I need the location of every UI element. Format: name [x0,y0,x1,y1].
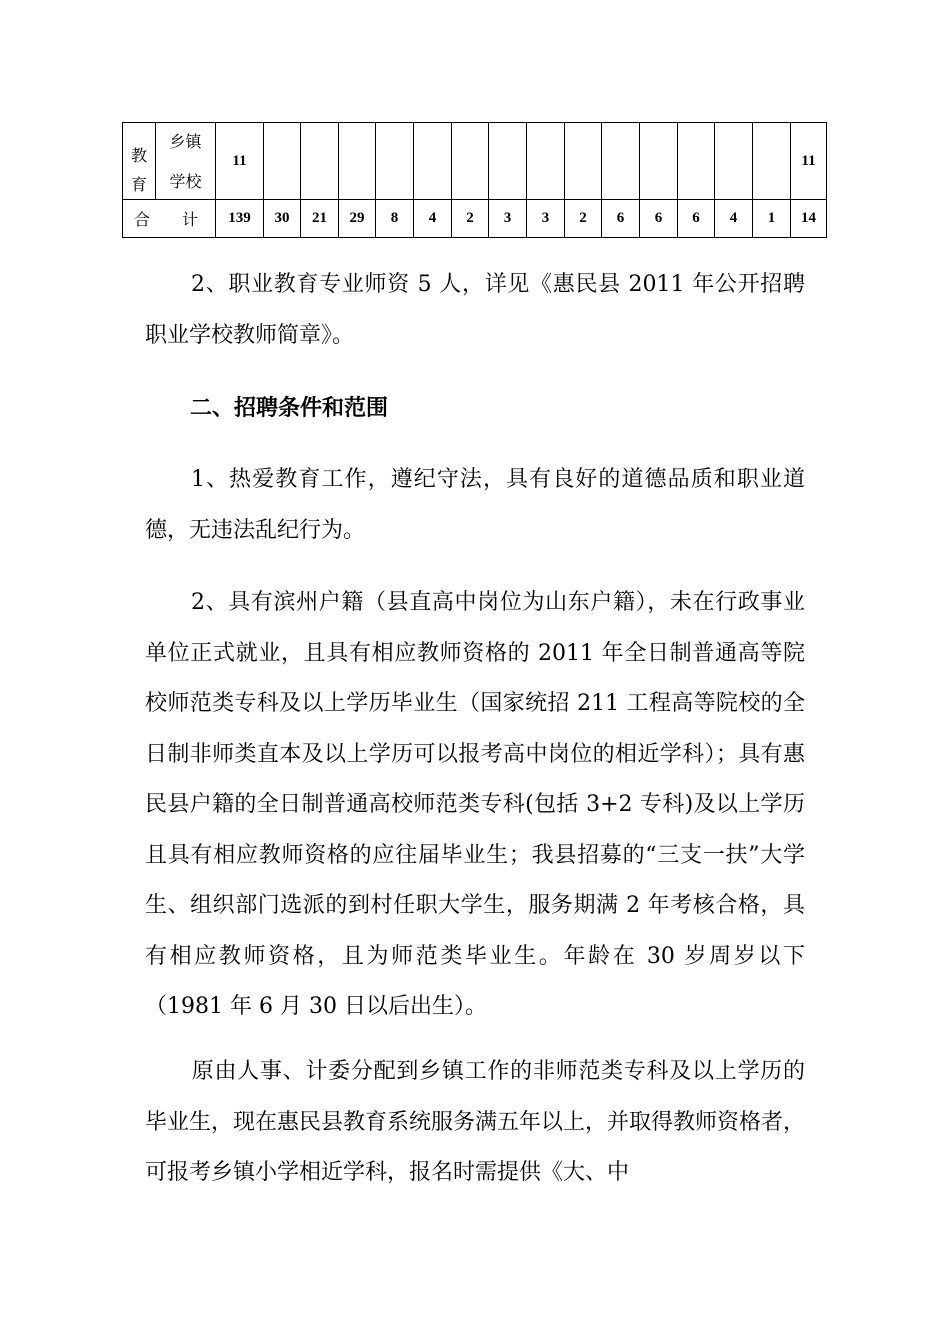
table-cell: 8 [376,200,414,238]
table-cell: 3 [489,200,527,238]
paragraph-transfer [145,1047,805,1199]
paragraph-text: 1、热爱教育工作，遵纪守法，具有良好的道德品质和职业道德，无违法乱纪行为。 [145,467,805,543]
subcategory-cell [156,123,216,200]
paragraph-text: 2、职业教育专业师资 5 人，详见《惠民县 2011 年公开招聘职业学校教师简章》。 [145,272,805,348]
table-cell: 3 [527,200,565,238]
total-cell: 11 [216,123,264,200]
table-cell [527,123,565,200]
table-cell [753,123,791,200]
total-cell: 139 [216,200,264,238]
table-cell: 6 [602,200,640,238]
table-cell: 2 [565,200,602,238]
subcategory-line: 乡镇 [169,133,202,151]
category-char: 育 [130,177,147,194]
quota-table [122,122,827,238]
table-row [123,123,827,200]
table-cell: 30 [264,200,301,238]
table-cell: 4 [414,200,452,238]
paragraph-text: 2、具有滨州户籍（县直高中岗位为山东户籍），未在行政事业单位正式就业，且具有相应教师资格的 2011 年全日制普通高等院校师范类专科及以上学历毕业生（国家统招 211 工程高等院校的全日制非师类直本及以上学历可以报考高中岗位的相近学科）；具有惠民县户籍的全日制普通高校师范类专科(包括 3+2 专科)及以上学历且具有相应教师资格的应往届毕业生；我县招募的“三支一扶”大学生、组织部门选派的到村任职大学生，服务期满 2 年考核合格，具有相应教师资格，且为师范类毕业生。年龄在 30 岁周岁以下（1981 年 6 月 30 日以后出生）。 [145,590,805,1019]
table-cell [489,123,527,200]
table-cell: 14 [791,200,827,238]
table-cell: 6 [678,200,715,238]
table-cell: 2 [452,200,489,238]
table-cell: 11 [791,123,827,200]
quota-table-container [122,122,827,238]
category-cell [123,123,156,200]
table-cell: 29 [339,200,376,238]
table-cell [414,123,452,200]
table-cell: 6 [640,200,678,238]
table-cell [339,123,376,200]
table-row [123,200,827,238]
table-cell [565,123,602,200]
table-cell: 1 [753,200,791,238]
table-cell [678,123,715,200]
table-cell [452,123,489,200]
table-cell [264,123,301,200]
total-label: 合 计 [133,212,212,229]
paragraph-conduct [145,455,805,556]
table-cell [376,123,414,200]
table-cell: 4 [715,200,753,238]
table-cell [602,123,640,200]
subcategory-line: 学校 [169,173,202,191]
table-cell [640,123,678,200]
table-cell [715,123,753,200]
paragraph-vocational [145,260,805,361]
paragraph-text: 原由人事、计委分配到乡镇工作的非师范类专科及以上学历的毕业生，现在惠民县教育系统服务满五年以上，并取得教师资格者，可报考乡镇小学相近学科，报名时需提供《大、中 [145,1059,806,1185]
section-heading: 二、招聘条件和范围 [190,395,389,421]
table-cell [301,123,339,200]
category-char: 教 [130,148,147,165]
paragraph-eligibility [145,578,805,1033]
table-cell: 21 [301,200,339,238]
total-label-cell [123,200,216,238]
